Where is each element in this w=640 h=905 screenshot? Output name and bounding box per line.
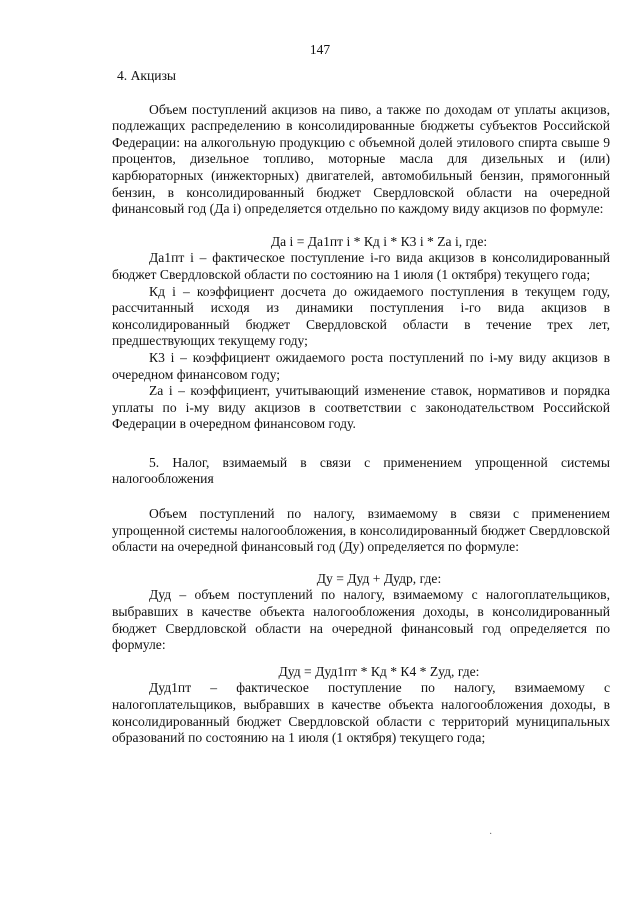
scan-dot: · [489,829,493,840]
excise-formula: Да i = Да1пт i * Кд i * К3 i * Za i, где: [270,233,488,249]
excise-definition-za: Za i – коэффициент, учитывающий изменение ставок, нормативов и порядка уплаты по i-му виду акцизов в соответствии с законодательством Российской Федерации в очередном финансовом году. [112,383,610,432]
section-4-heading: 4. Акцизы [117,68,177,83]
excise-definition-kd: Кд i – коэффициент досчета до ожидаемого поступления в текущем году, рассчитанный исходя из динамики поступления i-го вида акцизов в консолидированный бюджет Свердловской области в течение трех лет, предшествующих текущему году; [112,283,610,349]
usn-formula-dud: Дуд = Дуд1пт * Кд * К4 * Zуд, где: [278,663,480,679]
excise-definition-k3: К3 i – коэффициент ожидаемого роста поступлений по i-му виду акцизов в очередном финансовом году; [112,349,610,382]
excise-definition-da1pt: Да1пт i – фактическое поступление i-го вида акцизов в консолидированный бюджет Свердловской области по состоянию на 1 июля (1 октября) текущего года; [112,250,610,282]
usn-formula-total: Ду = Дуд + Дудр, где: [316,570,442,586]
document-body [112,68,610,747]
usn-definition-dud1pt: Дуд1пт – фактическое поступление по налогу, взимаемому с налогоплательщиков, выбравших в качестве объекта налогообложения доходы, в консолидированный бюджет Свердловской области с территорий муниципальных образований по состоянию на 1 июля (1 октября) текущего года; [112,680,610,746]
section-5-intro: Объем поступлений по налогу, взимаемому в связи с применением упрощенной системы налогообложения, в консолидированный бюджет Свердловской области на очередной финансовый год (Ду) определяется по формуле: [112,506,610,555]
section-5-heading: 5. Налог, взимаемый в связи с применением упрощенной системы налогообложения [112,454,610,487]
usn-definition-dud: Дуд – объем поступлений по налогу, взимаемому с налогоплательщиков, выбравших в качестве объекта налогообложения доходы, в консолидированный бюджет Свердловской области на очередной финансовый год определяется по формуле: [112,587,610,653]
page-number: 147 [309,42,331,57]
section-4-intro: Объем поступлений акцизов на пиво, а также по доходам от уплаты акцизов, подлежащих распределению в консолидированные бюджеты субъектов Российской Федерации: на алкогольную продукцию с объемной долей этилового спирта свыше 9 процентов, дизельное топливо, моторные масла для дизельных и (или) карбюраторных (инжекторных) двигателей, автомобильный бензин, прямогонный бензин, в консолидированный бюджет Свердловской области на очередной финансовый год (Да i) определяется отдельно по каждому виду акцизов по формуле: [112,101,610,217]
